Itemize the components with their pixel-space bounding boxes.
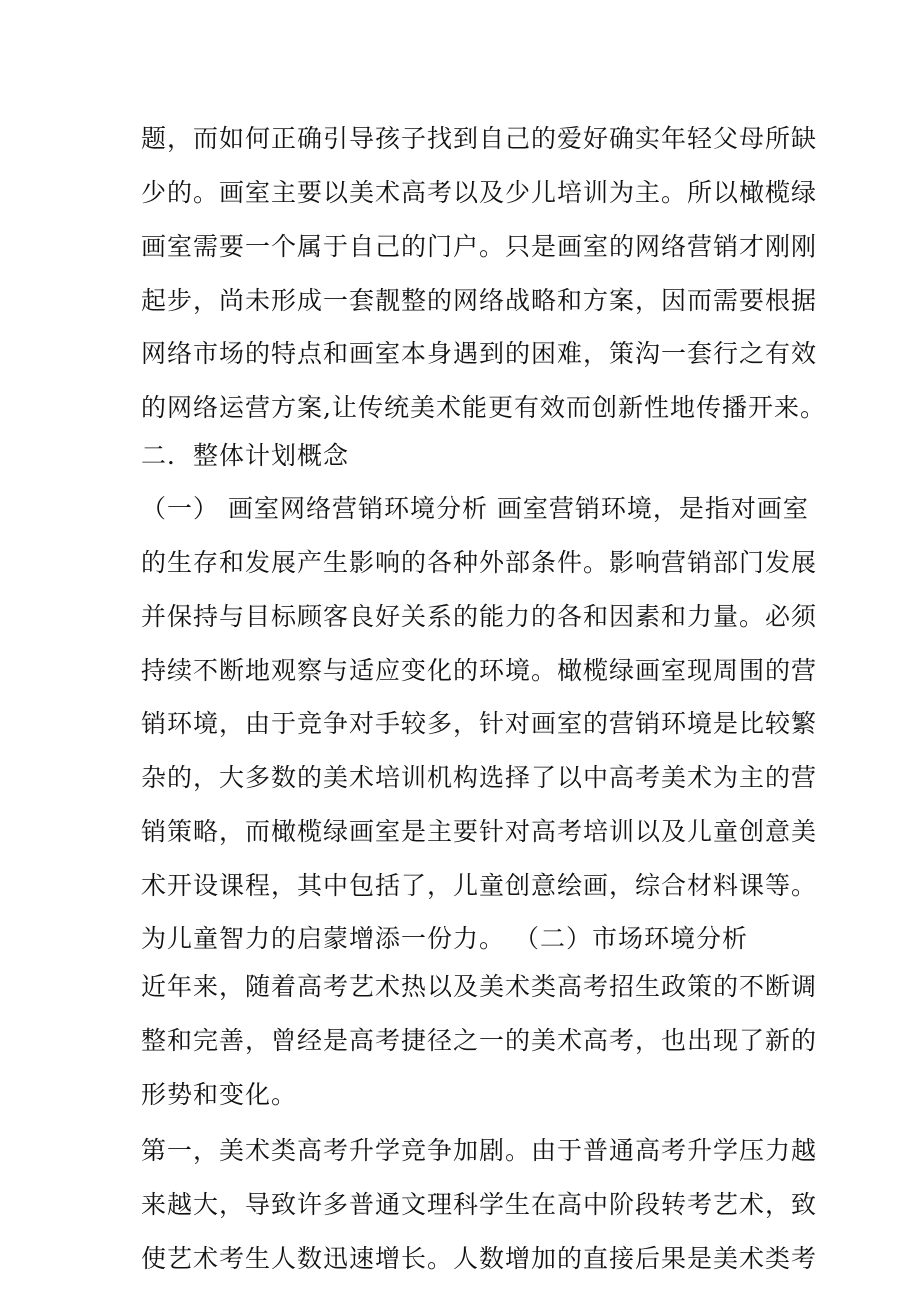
text-line: 使艺术考生人数迅速增长。人数增加的直接后果是美术类考 xyxy=(141,1244,818,1273)
text-line: 并保持与目标顾客良好关系的能力的各和因素和力量。必须 xyxy=(141,602,818,631)
text-line: 画室需要一个属于自己的门户。只是画室的网络营销才刚刚 xyxy=(141,232,818,261)
section-heading: 二．整体计划概念 xyxy=(141,441,350,470)
text-line: 销策略，而橄榄绿画室是主要针对高考培训以及儿童创意美 xyxy=(141,817,818,846)
text-line: 形势和变化。 xyxy=(141,1080,298,1109)
text-line: 来越大，导致许多普通文理科学生在高中阶段转考艺术，致 xyxy=(141,1190,818,1219)
text-line: 近年来，随着高考艺术热以及美术类高考招生政策的不断调 xyxy=(141,972,818,1001)
text-line: 网络市场的特点和画室本身遇到的困难，策沟一套行之有效 xyxy=(141,339,818,368)
text-line: 为儿童智力的启蒙增添一份力。 （二）市场环境分析 xyxy=(141,924,748,953)
text-line: 整和完善，曾经是高考捷径之一的美术高考，也出现了新的 xyxy=(141,1026,818,1055)
text-line: 题，而如何正确引导孩子找到自己的爱好确实年轻父母所缺 xyxy=(141,124,818,153)
subsection-heading-line: （一） 画室网络营销环境分析 画室营销环境，是指对画室 xyxy=(141,494,809,523)
text-line: 第一，美术类高考升学竞争加剧。由于普通高考升学压力越 xyxy=(141,1136,818,1165)
text-line: 术开设课程，其中包括了，儿童创意绘画，综合材料课等。 xyxy=(141,871,818,900)
text-line: 持续不断地观察与适应变化的环境。橄榄绿画室现周围的营 xyxy=(141,656,818,685)
text-line: 少的。画室主要以美术高考以及少儿培训为主。所以橄榄绿 xyxy=(141,178,818,207)
text-line: 销环境，由于竞争对手较多，针对画室的营销环境是比较繁 xyxy=(141,709,818,738)
text-line: 的网络运营方案,让传统美术能更有效而创新性地传播开来。 xyxy=(141,393,826,422)
text-line: 杂的，大多数的美术培训机构选择了以中高考美术为主的营 xyxy=(141,763,818,792)
text-line: 起步，尚未形成一套靓整的网络战略和方案，因而需要根据 xyxy=(141,286,818,315)
text-line: 的生存和发展产生影响的各种外部条件。影响营销部门发展 xyxy=(141,548,818,577)
